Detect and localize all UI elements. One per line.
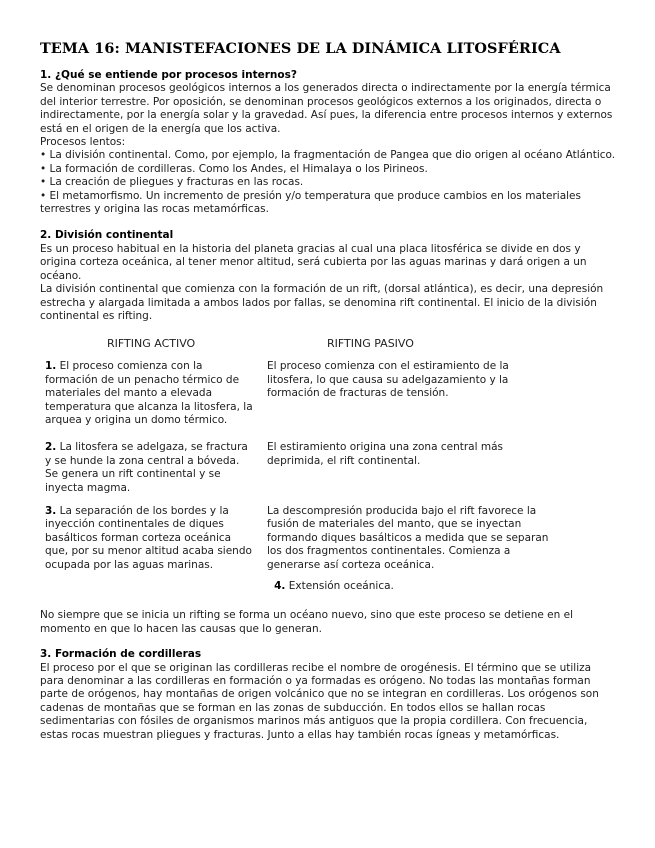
- section-2-heading: 2. División continental: [40, 229, 174, 242]
- section-1-heading: 1. ¿Qué se entiende por procesos internos?: [40, 69, 297, 81]
- rifting-active-heading: RIFTING ACTIVO: [107, 336, 196, 350]
- rifting-columns-header: [40, 332, 618, 354]
- stage-passive-text: El estiramiento origina una zona central más deprimida, el rift continental.: [267, 441, 503, 467]
- section-2-paragraph-1: Es un proceso habitual en la historia del planeta gracias al cual una placa litosférica se divide en dos y origina corteza oceánica, al tener menor altitud, será cubierta por las aguas marinas y dará origen a un océano.: [40, 242, 587, 282]
- stage-passive-text: El proceso comienza con el estiramiento de la litosfera, lo que causa su adelgazamiento y la formación de fracturas de tensión.: [267, 360, 509, 400]
- stage-active-text: La separación de los bordes y la inyección continentales de diques basálticos forman corteza oceánica que, por su menor altitud acaba siendo ocupada por las aguas marinas.: [45, 504, 252, 571]
- rifting-stage-1: [40, 360, 618, 427]
- stage-number: 4.: [274, 580, 286, 592]
- slow-processes-label: Procesos lentos:: [40, 136, 126, 149]
- page-title: TEMA 16: MANISTEFACIONES DE LA DINÁMICA LITOSFÉRICA: [40, 40, 561, 57]
- section-3-paragraph: El proceso por el que se originan las cordilleras recibe el nombre de orogénesis. El término que se utiliza para denominar a las cordilleras en formación o ya formadas es orógeno. No todas las montañas forman parte de orógenos, hay montañas de origen volcánico que no se integran en cordilleras. Los orógenos son cadenas de montañas que se forman en las zonas de subducción. En todos ellos se hallan rocas sedimentarias con fósiles de organismos marinos más antiguos que la propia cordillera. Con frecuencia, estas rocas muestran pliegues y fracturas. Junto a ellas hay también rocas ígneas y metamórficas.: [40, 661, 599, 741]
- stage-4-text: Extensión oceánica.: [288, 580, 394, 592]
- section-2-paragraph-2: La división continental que comienza con la formación de un rift, (dorsal atlántica), es decir, una depresión estrecha y alargada limitada a ambos lados por fallas, se denomina rift continental. El inicio de la división continental es rifting.: [40, 283, 604, 322]
- rifting-stage-4: [40, 580, 618, 593]
- rifting-stage-3: [40, 505, 618, 572]
- bullet-item: • La división continental. Como, por ejemplo, la fragmentación de Pangea que dio origen al océano Atlántico.: [40, 149, 616, 162]
- document-body: [40, 69, 618, 742]
- stage-passive-text: La descompresión producida bajo el rift favorece la fusión de materiales del manto, que se inyectan formando diques basálticos a medida que se separan los dos fragmentos continentales. Comienza a generarse así corteza oceánica.: [267, 504, 549, 571]
- stage-number: 3.: [45, 504, 57, 517]
- section-1-paragraph: Se denominan procesos geológicos internos a los generados directa o indirectamente por la energía térmica del interior terrestre. Por oposición, se denominan procesos geológicos externos a los originados, directa o indirectamente, por la energía solar y la gravedad. Así pues, la diferencia entre procesos internos y externos está en el origen de la energía que los activa.: [40, 82, 613, 135]
- stage-active-text: El proceso comienza con la formación de un penacho térmico de materiales del manto a elevada temperatura que alcanza la litosfera, la arquea y origina un domo térmico.: [45, 360, 253, 426]
- rifting-stage-2: [40, 441, 618, 495]
- section-3-heading: 3. Formación de cordilleras: [40, 648, 202, 661]
- bullet-item: • La creación de pliegues y fracturas en las rocas.: [40, 176, 304, 189]
- stage-number: 2.: [45, 441, 57, 454]
- bullet-item: • El metamorfismo. Un incremento de presión y/o temperatura que produce cambios en los materiales terrestres y origina las rocas metamórficas.: [40, 189, 581, 216]
- stage-active-text: La litosfera se adelgaza, se fractura y se hunde la zona central a bóveda. Se genera un rift continental y se inyecta magma.: [45, 441, 248, 494]
- stage-number: 1.: [45, 360, 57, 373]
- section-2-closing: No siempre que se inicia un rifting se forma un océano nuevo, sino que este proceso se detiene en el momento en que lo hacen las causas que lo generan.: [40, 609, 573, 635]
- bullet-item: • La formación de cordilleras. Como los Andes, el Himalaya o los Pirineos.: [40, 162, 428, 175]
- rifting-passive-heading: RIFTING PASIVO: [327, 336, 414, 350]
